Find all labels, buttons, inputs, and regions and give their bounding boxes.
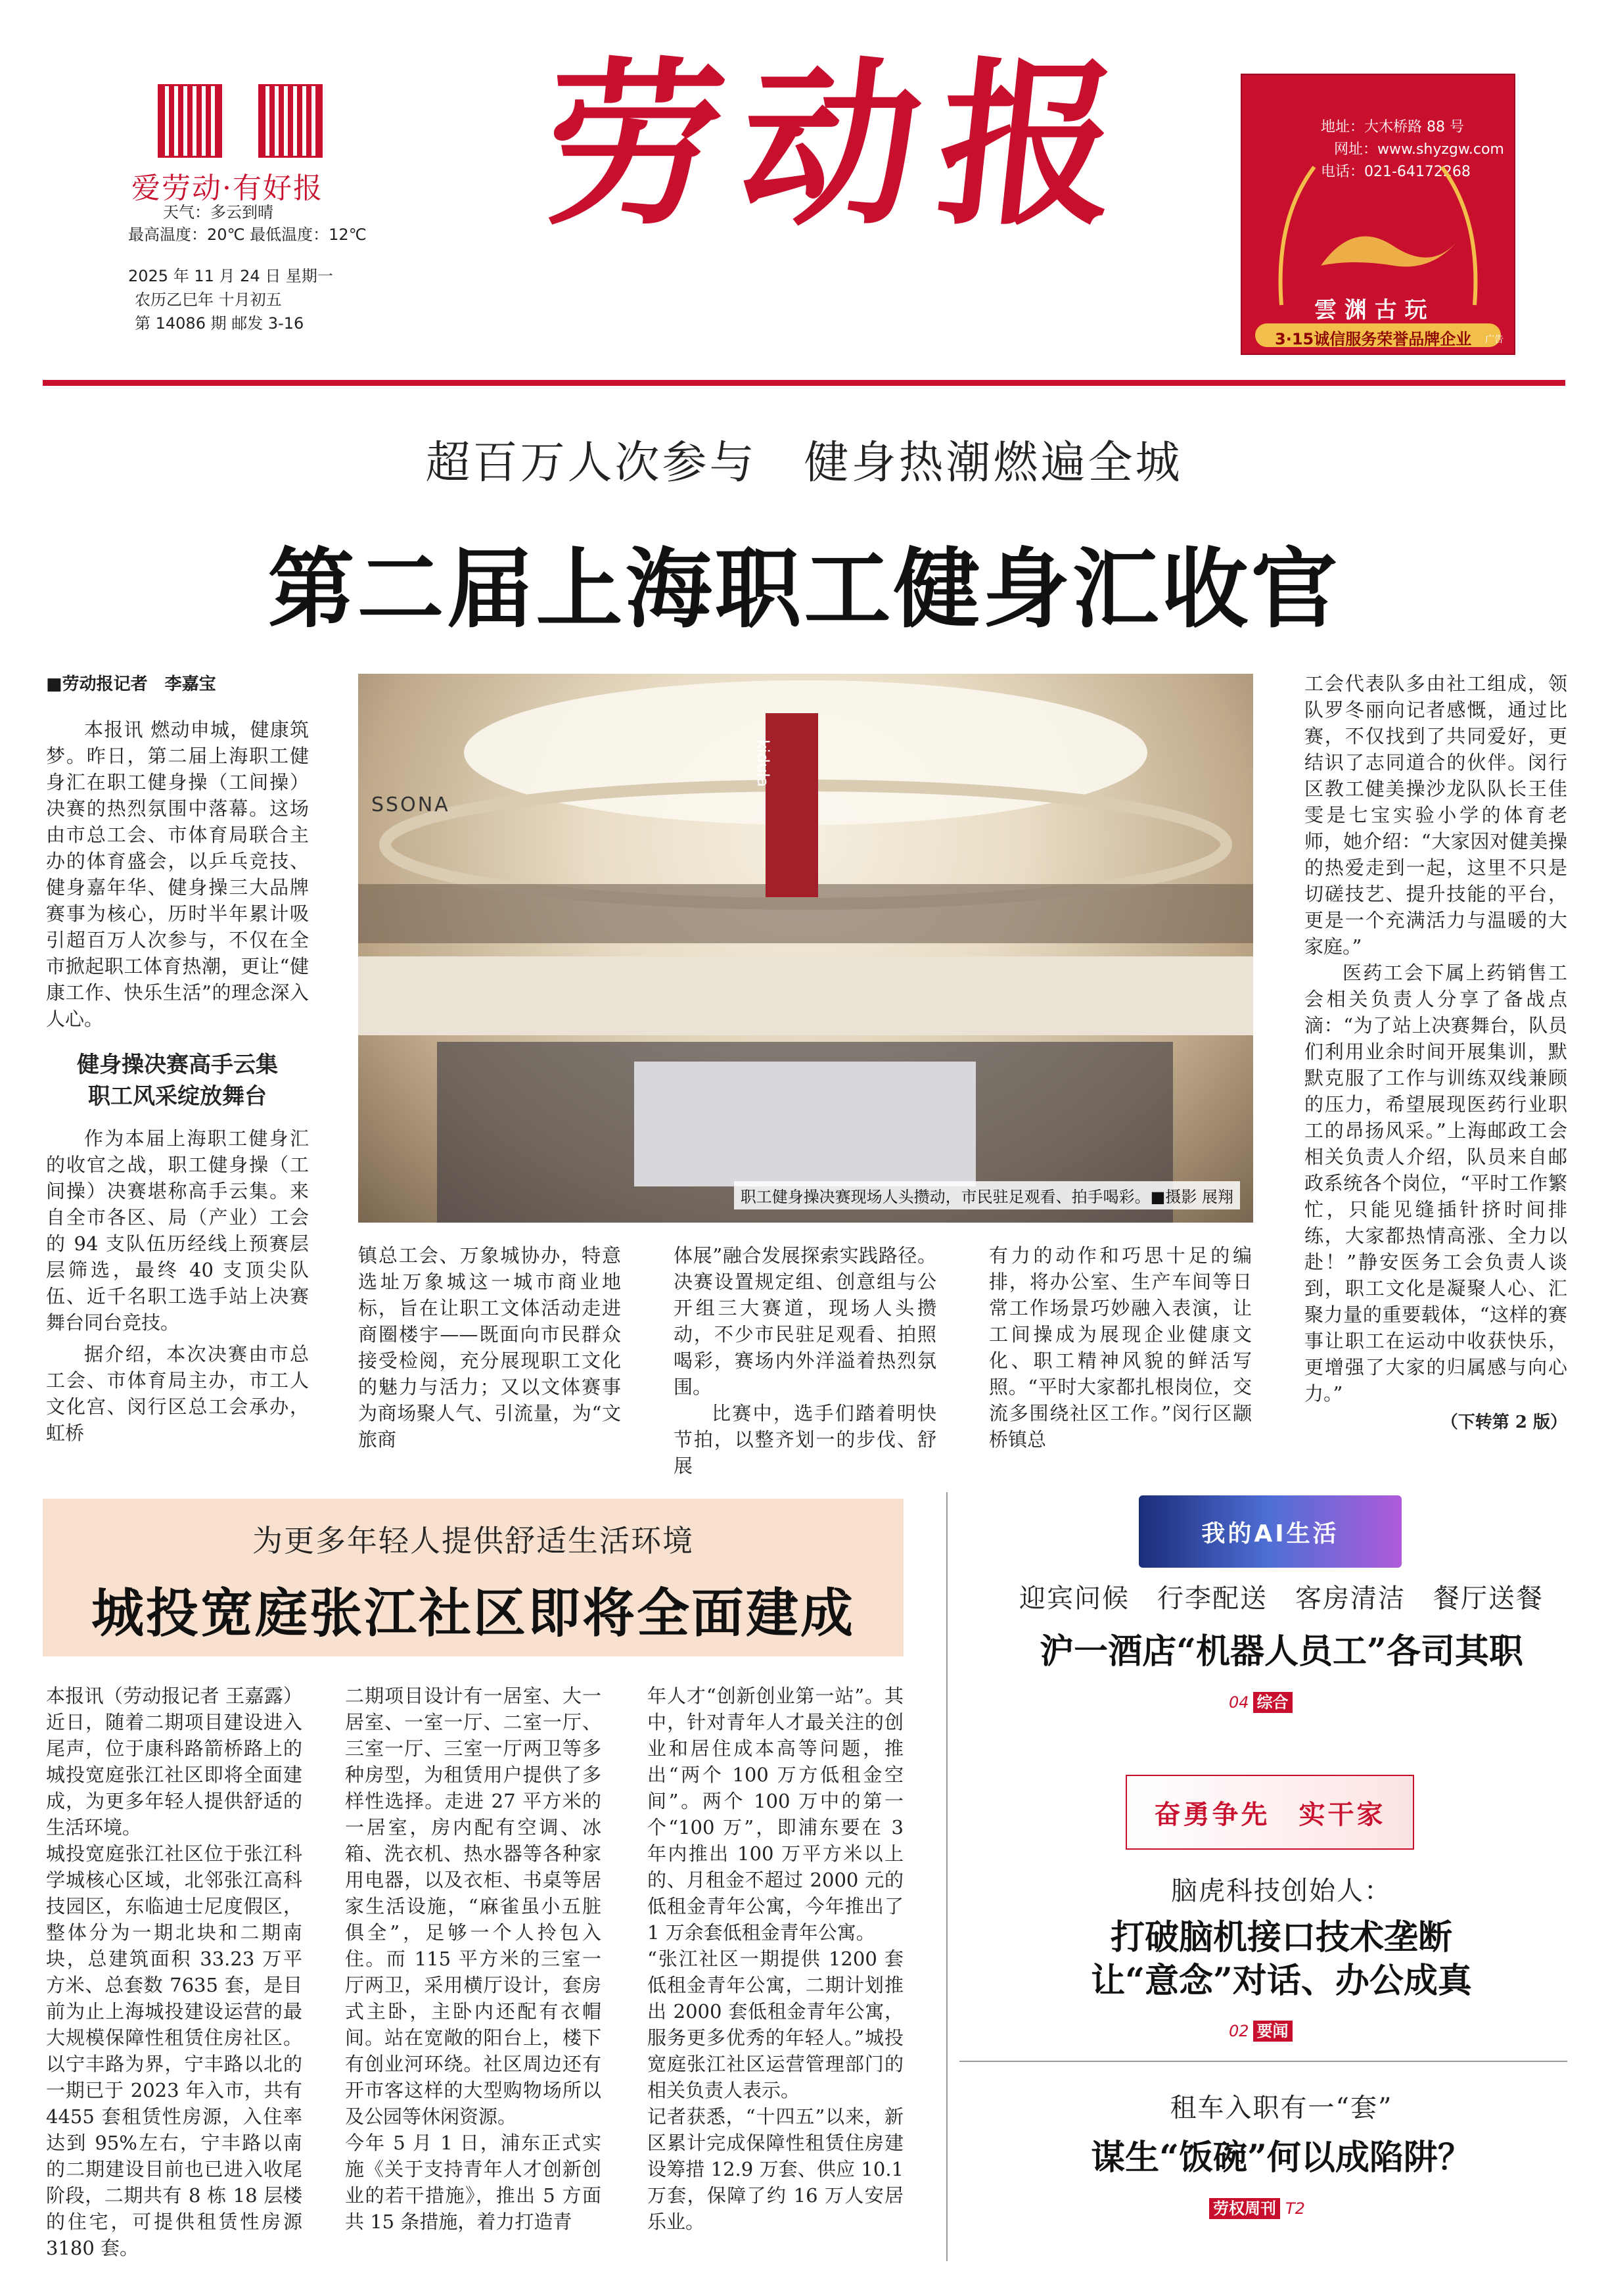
continued-note[interactable]: （下转第 2 版）: [1440, 1413, 1567, 1432]
teaser-1-kicker: 迎宾问候 行李配送 客房清洁 餐厅送餐: [1019, 1583, 1544, 1614]
qr-code-left[interactable]: [158, 84, 222, 158]
lunar-date: 农历乙巳年 十月初五: [135, 291, 282, 309]
masthead-rule: [43, 380, 1565, 386]
masthead-title: 劳动报: [534, 40, 1148, 249]
slogan: 爱劳动·有好报: [131, 172, 323, 205]
advertisement[interactable]: [1241, 74, 1515, 355]
ai-life-badge[interactable]: 我的AI生活: [1139, 1495, 1402, 1568]
page-section-tag: 综合: [1253, 1692, 1293, 1713]
lead-paragraph: 据介绍，本次决赛由市总工会、市体育局主办，市工人文化宫、闵行区总工会承办，虹桥: [46, 1343, 309, 1444]
photo-caption: 职工健身操决赛现场人头攒动，市民驻足观看、拍手喝彩。■摄影 展翔: [734, 1181, 1240, 1209]
lead-kicker: 超百万人次参与 健身热潮燃遍全城: [425, 437, 1183, 489]
page-number: T2: [1285, 2199, 1305, 2218]
mall-scene-icon: [358, 674, 1253, 1223]
issue-number: 第 14086 期 邮发 3-16: [135, 314, 304, 333]
lead-paragraph: 镇总工会、万象城协办，特意选址万象城这一城市商业地标，旨在让职工文体活动走进商圈楼宇——既面向市民群众接受检阅，充分展现职工文化的魅力与活力；又以文体赛事为商场聚人气、引流量，为“文旅商: [358, 1244, 621, 1451]
photo-banner-text: kidula: [754, 739, 772, 787]
teaser-2-kicker: 脑虎科技创始人：: [1171, 1876, 1392, 1906]
page-number: 04: [1229, 1693, 1249, 1712]
lead-byline: ■劳动报记者 李嘉宝: [46, 674, 216, 694]
lead-headline: 第二届上海职工健身汇收官: [267, 538, 1341, 640]
lead-paragraph: 作为本届上海职工健身汇的收官之战，职工健身操（工间操）决赛堪称高手云集。来自全市各区、局（产业）工会的 94 支队伍历经线上预赛层层筛选，最终 40 支顶尖队伍、近千名职工选手站上决赛舞台同台竞技。: [46, 1127, 309, 1334]
teaser-3-page[interactable]: [1209, 2195, 1309, 2218]
second-column-2: 二期项目设计有一居室、大一居室、一室一厅、二室一厅、三室一厅、三室一厅两卫等多种房型，为租赁用户提供了多样性选择。走进 27 平方米的一居室，房内配有空调、冰箱、洗衣机、热水器等各种家用电器，以及衣柜、书桌等居家生活设施，“麻雀虽小五脏俱全”，足够一个人拎包入住。而 115 平方米的三室一厅两卫，采用横厅设计，套房式主卧，主卧内还配有衣帽间。站在宽敞的阳台上，楼下有创业河环绕。社区周边还有开市客这样的大型购物场所以及公园等休闲资源。 今年 5 月 1 日，浦东正式实施《关于支持青年人才创新创业的若干措施》，推出 5 方面共 15 条措施，着力打造青: [345, 1685, 601, 2233]
page-section-tag: 劳权周刊: [1209, 2198, 1280, 2219]
second-story-banner: [43, 1499, 904, 1656]
lead-paragraph: 比赛中，选手们踏着明快节拍，以整齐划一的步伐、舒展: [674, 1402, 936, 1477]
lead-column-2: [358, 1242, 621, 1453]
lead-column-3: [674, 1242, 936, 1479]
lead-paragraph: 本报讯 燃动申城，健康筑梦。昨日，第二届上海职工健身汇在职工健身操（工间操）决赛的热烈氛围中落幕。这场由市总工会、市体育局联合主办的体育盛会，以乒乓竞技、健身嘉年华、健身操三大品牌赛事为核心，历时半年累计吸引超百万人次参与，不仅在全市掀起职工体育热潮，更让“健康工作、快乐生活”的理念深入人心。: [46, 718, 309, 1030]
ad-brand: 雲 渊 古 玩: [1314, 297, 1427, 323]
lead-paragraph: 体展”融合发展探索实践路径。决赛设置规定组、创意组与公开组三大赛道，现场人头攒动，不少市民驻足观看、拍照喝彩，赛场内外洋溢着热烈氛围。: [674, 1244, 936, 1398]
temperatures: 最高温度：20℃ 最低温度：12℃: [128, 225, 367, 244]
date: 2025 年 11 月 24 日 星期一: [128, 267, 333, 285]
ad-tag: 广告: [1485, 335, 1504, 345]
striver-badge[interactable]: 奋勇争先 实干家: [1126, 1775, 1414, 1850]
page-section-tag: 要闻: [1253, 2021, 1293, 2042]
ad-phone: 电话：021-64172268: [1321, 164, 1471, 180]
teaser-1-headline[interactable]: 沪一酒店“机器人员工”各司其职: [1040, 1631, 1523, 1672]
column-divider: [946, 1492, 948, 2261]
lead-photo[interactable]: [358, 674, 1253, 1223]
teaser-2-page[interactable]: [1229, 2018, 1293, 2041]
second-column-1: 本报讯（劳动报记者 王嘉露）近日，随着二期项目建设进入尾声，位于康科路箭桥路上的城投宽庭张江社区即将全面建成，为更多年轻人提供舒适的生活环境。 城投宽庭张江社区位于张江科学城核心区域，北邻张江高科技园区，东临迪士尼度假区，整体分为一期北块和二期南块，总建筑面积 33.23 万平方米、总套数 7635 套，是目前为止上海城投建设运营的最大规模保障性租赁住房社区。以宁丰路为界，宁丰路以北的一期已于 2023 年入市，共有 4455 套租赁性房源，入住率达到 95%左右，宁丰路以南的二期建设目前也已进入收尾阶段，二期共有 8 栋 18 层楼的住宅，可提供租赁性房源 3180 套。: [46, 1685, 302, 2259]
lead-column-4: [989, 1242, 1252, 1453]
qr-code-right[interactable]: [258, 84, 323, 158]
weather: 天气：多云到晴: [163, 203, 273, 222]
photo-store-sign: SSONA: [371, 793, 450, 816]
lead-column-5: [1304, 670, 1567, 1436]
ad-website: 网址：www.shyzgw.com: [1334, 141, 1504, 158]
teaser-3-kicker: 租车入职有一“套”: [1170, 2093, 1393, 2123]
teaser-1-page[interactable]: [1229, 1689, 1293, 1712]
lead-paragraph: 医药工会下属上药销售工会相关负责人分享了备战点滴：“为了站上决赛舞台，队员们利用业余时间开展集训，默默克服了工作与训练双线兼顾的压力，希望展现医药行业职工的昂扬风采。”上海邮政工会相关负责人介绍，队员来自邮政系统各个岗位，“平时工作繁忙，只能见缝插针挤时间排练，大家都热情高涨、全力以赴！”静安医务工会负责人谈到，职工文化是凝聚人心、汇聚力量的重要载体，“这样的赛事让职工在运动中收获快乐，更增强了大家的归属感与向心力。”: [1304, 962, 1567, 1405]
lead-paragraph: 有力的动作和巧思十足的编排，将办公室、生产车间等日常工作场景巧妙融入表演，让工间操成为展现企业健康文化、职工精神风貌的鲜活写照。“平时大家都扎根岗位，交流多围绕社区工作。”闵行区颛桥镇总: [989, 1244, 1252, 1451]
second-kicker: 为更多年轻人提供舒适生活环境: [252, 1523, 694, 1558]
lead-column-1: [46, 716, 309, 1446]
ad-slogan: 3·15诚信服务荣誉品牌企业: [1275, 330, 1472, 348]
teaser-2-headline[interactable]: 打破脑机接口技术垄断 让“意念”对话、办公成真: [1091, 1917, 1472, 2001]
lead-subhead: 健身操决赛高手云集 职工风采绽放舞台: [77, 1052, 278, 1110]
lead-paragraph: 工会代表队多由社工组成，领队罗冬丽向记者感慨，通过比赛，不仅找到了共同爱好，更结识了志同道合的伙伴。闵行区教工健美操沙龙队队长王佳雯是七宝实验小学的体育老师，她介绍：“大家因对健美操的热爱走到一起，这里不只是切磋技艺、提升技能的平台，更是一个充满活力与温暖的大家庭。”: [1304, 672, 1567, 958]
dragon-emblem-icon: [1262, 141, 1494, 312]
second-headline: 城投宽庭张江社区即将全面建成: [91, 1582, 855, 1644]
teaser-3-headline[interactable]: 谋生“饭碗”何以成陷阱？: [1091, 2138, 1472, 2178]
teaser-divider: [959, 2061, 1567, 2062]
page-number: 02: [1229, 2022, 1249, 2040]
second-column-3: 年人才“创新创业第一站”。其中，针对青年人才最关注的创业和居住成本高等问题，推出“两个 100 万方低租金空间”。两个 100 万中的第一个“100 万”，即浦东要在 3 年内推出 100 万平方米以上的、月租金不超过 2000 元的低租金青年公寓，今年推出了 1 万余套低租金青年公寓。 “张江社区一期提供 1200 套低租金青年公寓，二期计划推出 2000 套低租金青年公寓，服务更多优秀的年轻人。”城投宽庭张江社区运营管理部门的相关负责人表示。 记者获悉，“十四五”以来，新区累计完成保障性租赁住房建设筹措 12.9 万套、供应 10.1 万套，保障了约 16 万人安居乐业。: [647, 1685, 904, 2233]
ad-address: 地址：大木桥路 88 号: [1321, 119, 1464, 135]
